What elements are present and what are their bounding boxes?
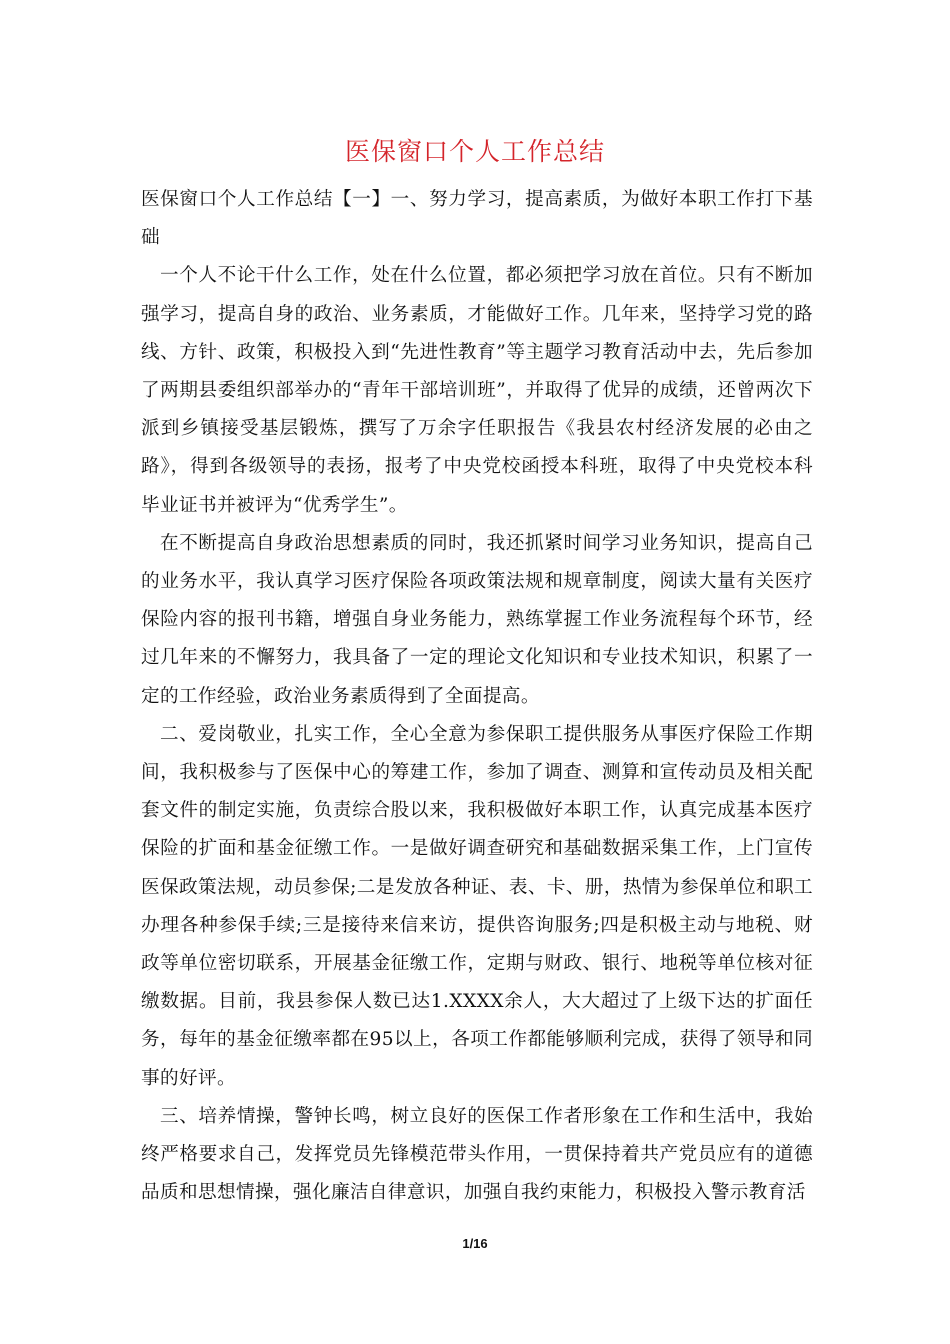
document-body: [141, 181, 813, 1212]
paragraph-study: 一个人不论干什么工作，处在什么位置，都必须把学习放在首位。只有不断加强学习，提高自身的政治、业务素质，才能做好工作。几年来，坚持学习党的路线、方针、政策，积极投入到“先进性教育”等主题学习教育活动中去，先后参加了两期县委组织部举办的“青年干部培训班”，并取得了优异的成绩，还曾两次下派到乡镇接受基层锻炼，撰写了万余字任职报告《我县农村经济发展的必由之路》，得到各级领导的表扬，报考了中央党校函授本科班，取得了中央党校本科毕业证书并被评为“优秀学生”。: [141, 265, 813, 516]
paragraph-dedication: 二、爱岗敬业，扎实工作，全心全意为参保职工提供服务从事医疗保险工作期间，我积极参与了医保中心的筹建工作，参加了调查、测算和宣传动员及相关配套文件的制定实施，负责综合股以来，我积极做好本职工作，认真完成基本医疗保险的扩面和基金征缴工作。一是做好调查研究和基础数据采集工作，上门宣传医保政策法规，动员参保;二是发放各种证、表、卡、册，热情为参保单位和职工办理各种参保手续;三是接待来信来访，提供咨询服务;四是积极主动与地税、财政等单位密切联系，开展基金征缴工作，定期与财政、银行、地税等单位核对征缴数据。目前，我县参保人数已达1.XXXX余人，大大超过了上级下达的扩面任务，每年的基金征缴率都在95以上，各项工作都能够顺利完成，获得了领导和同事的好评。: [141, 723, 813, 1089]
paragraph-heading: 医保窗口个人工作总结【一】一、努力学习，提高素质，为做好本职工作打下基础: [141, 189, 813, 249]
paragraph-integrity: 三、培养情操，警钟长鸣，树立良好的医保工作者形象在工作和生活中，我始终严格要求自己，发挥党员先锋模范带头作用，一贯保持着共产党员应有的道德品质和思想情操，强化廉洁自律意识，加强自我约束能力，积极投入警示教育活: [141, 1105, 813, 1204]
page-number: 1/16: [462, 1236, 488, 1251]
paragraph-business-knowledge: 在不断提高自身政治思想素质的同时，我还抓紧时间学习业务知识，提高自己的业务水平，我认真学习医疗保险各项政策法规和规章制度，阅读大量有关医疗保险内容的报刊书籍，增强自身业务能力，熟练掌握工作业务流程每个环节，经过几年来的不懈努力，我具备了一定的理论文化知识和专业技术知识，积累了一定的工作经验，政治业务素质得到了全面提高。: [141, 532, 813, 707]
document-title: 医保窗口个人工作总结: [344, 137, 605, 166]
